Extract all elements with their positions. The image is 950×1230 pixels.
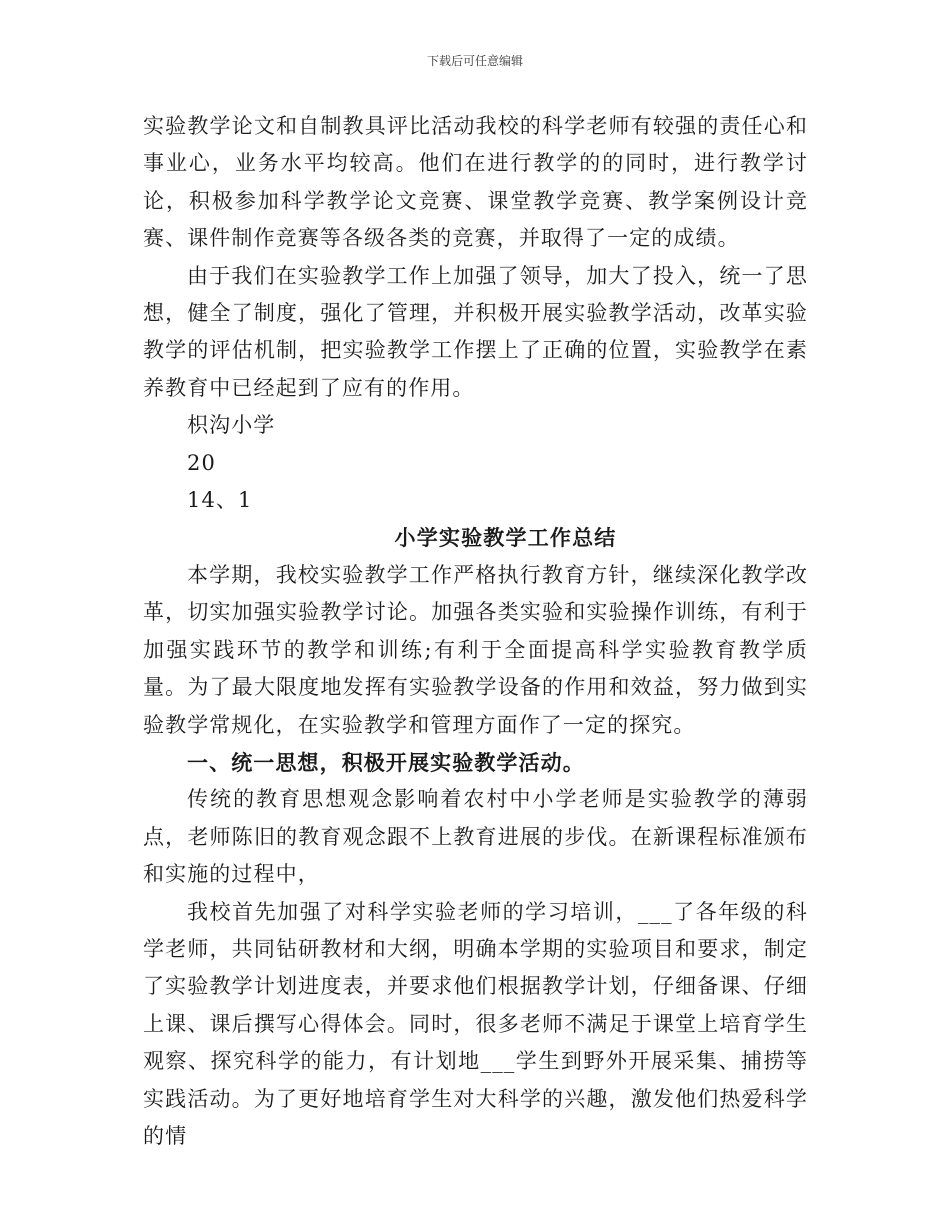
paragraph-competitions: 实验教学论文和自制教具评比活动我校的科学老师有较强的责任心和事业心，业务水平均较高。他们在进行教学的的同时，进行教学讨论，积极参加科学教学论文竞赛、课堂教学竞赛、教学案例设计竞赛、课件制作竞赛等各级各类的竞赛，并取得了一定的成绩。: [143, 114, 808, 251]
signature-year: 20: [187, 450, 216, 475]
paragraph-leadership: 由于我们在实验教学工作上加强了领导，加大了投入，统一了思想，健全了制度，强化了管理，并积极开展实验教学活动，改革实验教学的评估机制，把实验教学工作摆上了正确的位置，实验教学在素养教育中已经起到了应有的作用。: [143, 263, 808, 400]
paragraph-tradition: 传统的教育思想观念影响着农村中小学老师是实验教学的薄弱点，老师陈旧的教育观念跟不上教育进展的步伐。在新课程标准颁布和实施的过程中，: [143, 787, 808, 887]
signature-school: 枳沟小学: [187, 413, 276, 438]
paragraph-training: 我校首先加强了对科学实验老师的学习培训，___了各年级的科学老师，共同钻研教材和大纲，明确本学期的实验项目和要求，制定了实验教学计划进度表，并要求他们根据教学计划，仔细备课、仔细上课、课后撰写心得体会。同时，很多老师不满足于课堂上培育学生观察、探究科学的能力，有计划地___学生到野外开展采集、捕捞等实践活动。为了更好地培育学生对大科学的兴趣，激发他们热爱科学的情: [143, 899, 808, 1148]
signature-date: 14、1: [187, 488, 253, 513]
paragraph-intro: 本学期，我校实验教学工作严格执行教育方针，继续深化教学改革，切实加强实验教学讨论。加强各类实验和实验操作训练，有利于加强实践环节的教学和训练;有利于全面提高科学实验教育教学质量。为了最大限度地发挥有实验教学设备的作用和效益，努力做到实验教学常规化，在实验教学和管理方面作了一定的探究。: [143, 562, 808, 737]
heading-unify-thinking: 一、统一思想，积极开展实验教学活动。: [187, 749, 585, 775]
page-header: 下载后可任意编辑: [426, 54, 523, 68]
document-body: [143, 108, 808, 1155]
section-title: 小学实验教学工作总结: [394, 525, 617, 551]
